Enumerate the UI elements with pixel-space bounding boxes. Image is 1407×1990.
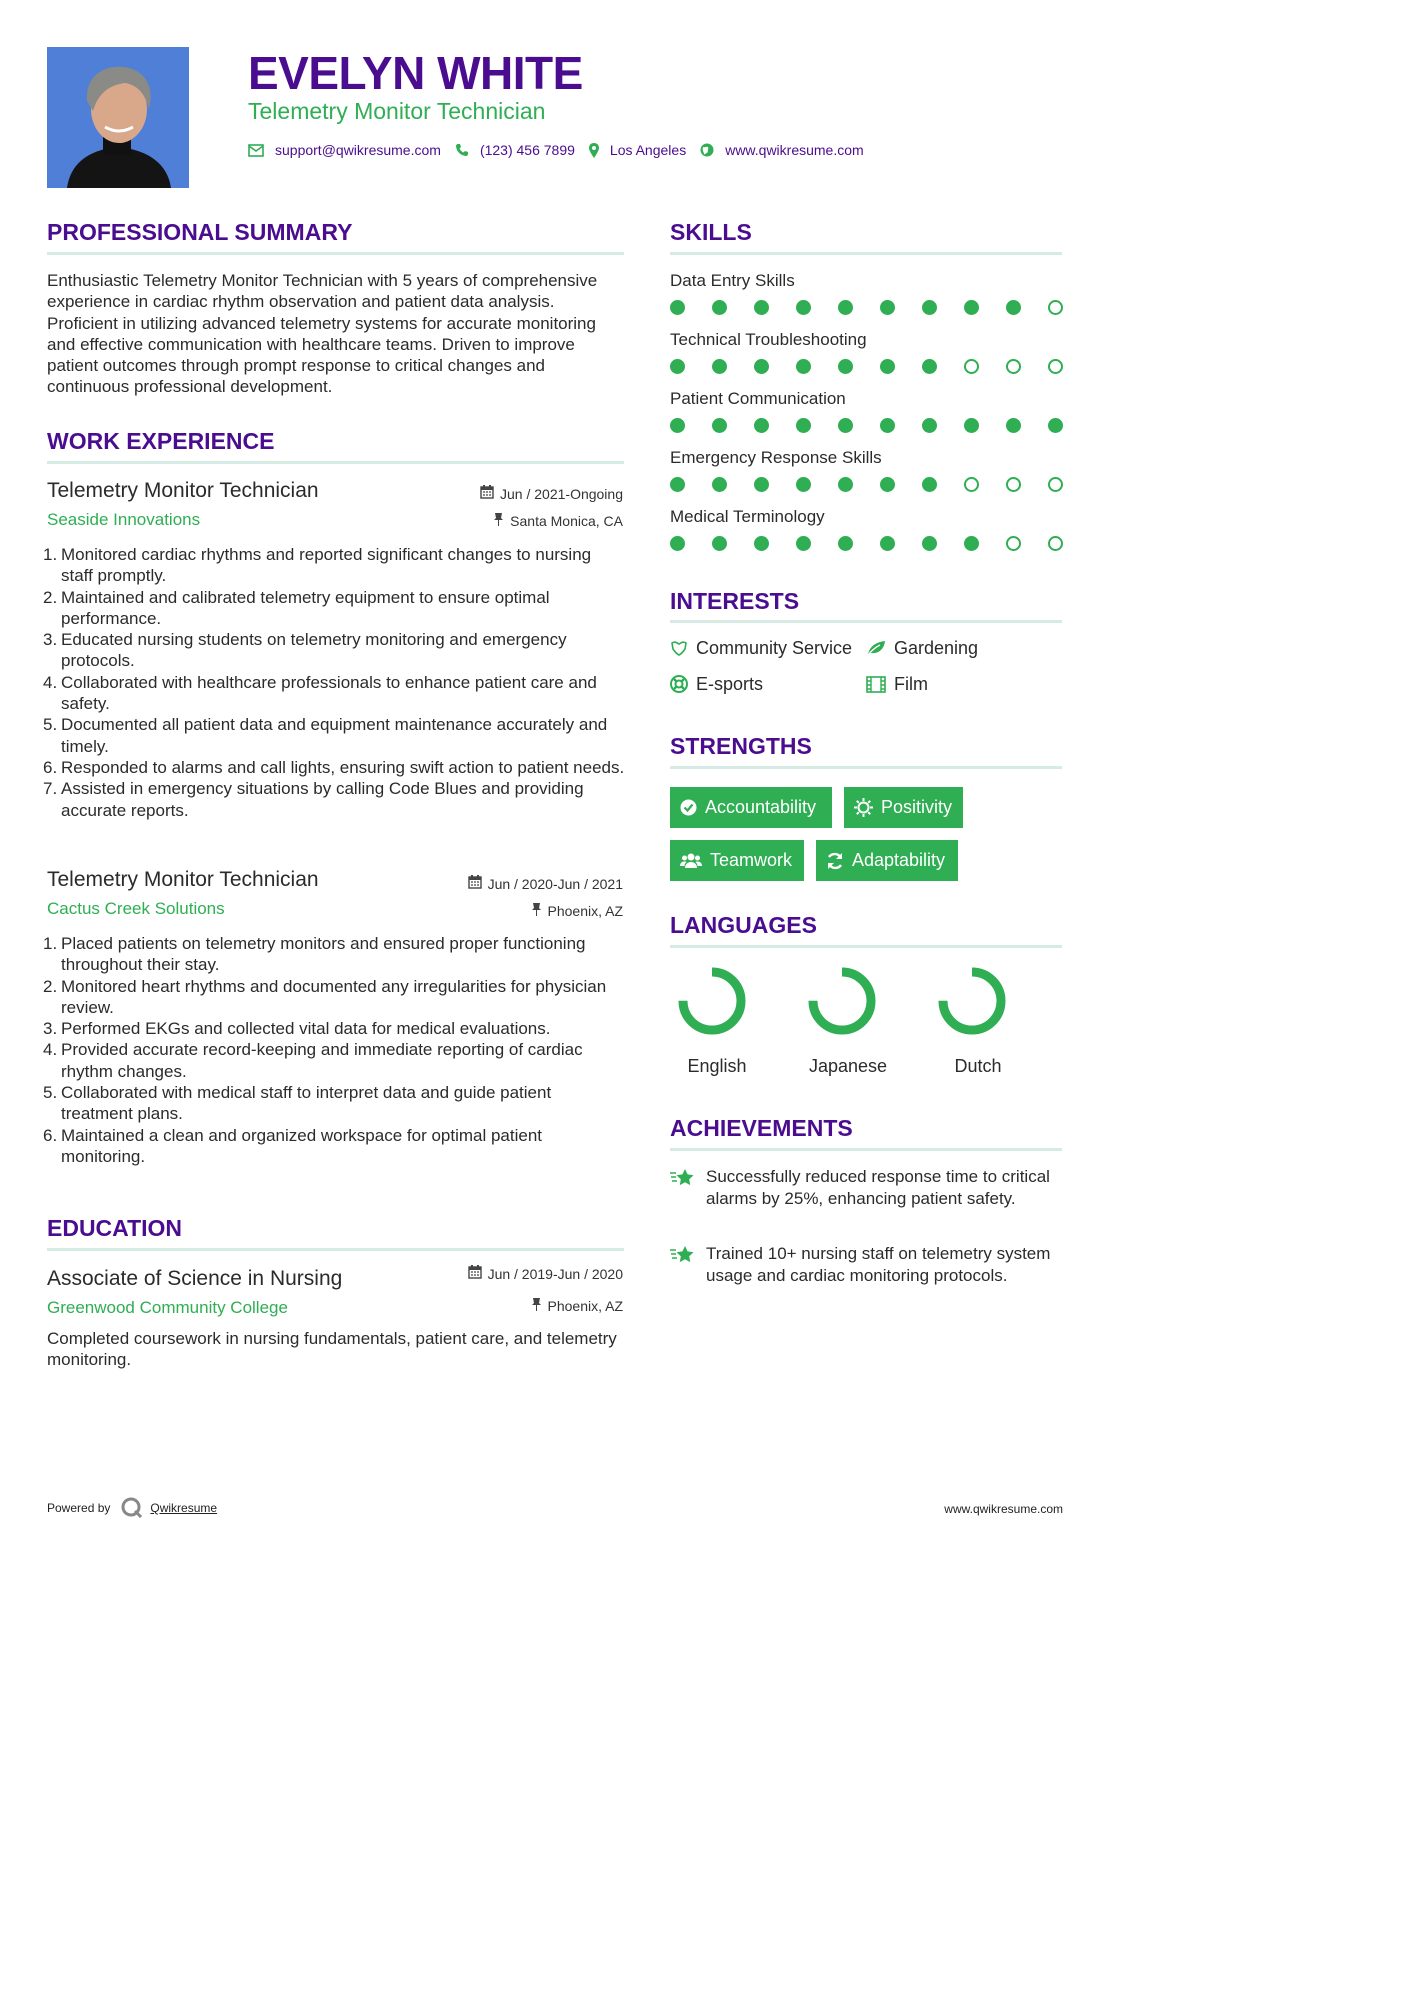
rating-dot-filled xyxy=(880,536,895,551)
job-title: Telemetry Monitor Technician xyxy=(47,479,319,502)
skill-rating xyxy=(670,536,1063,552)
lifebuoy-icon xyxy=(670,675,688,693)
rating-dot-empty xyxy=(1048,536,1063,551)
list-item: 1. Monitored cardiac rhythms and reported significant changes to nursing staff promptly. xyxy=(43,545,592,586)
rating-dot-empty xyxy=(1048,300,1063,315)
summary-text: Enthusiastic Telemetry Monitor Technician with 5 years of comprehensive experience in cardiac rhythm observation and patient data analysis. Proficient in utilizing advanced telemetry systems for accurate monitoring and effective communication with healthcare teams. Driven to improve patient outcomes through prompt response to critical changes and continuous professional development. xyxy=(47,271,598,397)
job-bullets xyxy=(43,544,625,821)
qwikresume-link[interactable]: Qwikresume xyxy=(150,1501,218,1515)
list-item: 5. Documented all patient data and equipment maintenance accurately and timely. xyxy=(43,715,608,756)
rating-dot-filled xyxy=(1006,300,1021,315)
achievements-heading: ACHIEVEMENTS xyxy=(670,1115,853,1141)
rating-dot-filled xyxy=(670,300,685,315)
website-text[interactable]: www.qwikresume.com xyxy=(725,142,864,158)
education-location xyxy=(531,1297,624,1315)
rating-dot-filled xyxy=(796,536,811,551)
education-heading: EDUCATION xyxy=(47,1215,183,1241)
rating-dot-filled xyxy=(964,300,979,315)
hands-icon xyxy=(670,640,688,656)
strength-badge xyxy=(670,840,804,881)
skill-label: Emergency Response Skills xyxy=(670,448,882,467)
job-bullets xyxy=(43,933,625,1167)
strength-label: Teamwork xyxy=(710,850,793,870)
footer-url[interactable]: www.qwikresume.com xyxy=(944,1502,1063,1516)
map-pin-icon xyxy=(589,143,599,158)
interest-label: E-sports xyxy=(696,674,764,694)
strengths-heading: STRENGTHS xyxy=(670,733,812,759)
email-text[interactable]: support@qwikresume.com xyxy=(275,142,441,158)
achievement-text: Trained 10+ nursing staff on telemetry system usage and cardiac monitoring protocols. xyxy=(706,1244,1051,1285)
section-divider xyxy=(47,1248,624,1251)
interest-item xyxy=(670,637,852,659)
section-divider xyxy=(670,945,1062,948)
rating-dot-filled xyxy=(1006,418,1021,433)
rating-dot-empty xyxy=(1006,477,1021,492)
envelope-icon xyxy=(248,144,264,157)
rating-dot-filled xyxy=(880,477,895,492)
rating-dot-filled xyxy=(922,359,937,374)
strength-label: Adaptability xyxy=(852,850,946,870)
experience-heading: WORK EXPERIENCE xyxy=(47,428,275,454)
rating-dot-filled xyxy=(922,536,937,551)
list-item: 3. Educated nursing students on telemetry monitoring and emergency protocols. xyxy=(43,630,567,671)
contact-website[interactable] xyxy=(700,142,863,158)
pin-icon xyxy=(531,1297,542,1315)
users-icon xyxy=(680,852,702,869)
pin-icon xyxy=(493,512,504,530)
rating-dot-filled xyxy=(754,536,769,551)
education-dates xyxy=(468,1265,623,1283)
profile-photo xyxy=(47,47,189,188)
rating-dot-filled xyxy=(964,536,979,551)
job-location xyxy=(493,512,623,530)
section-divider xyxy=(47,252,624,255)
leaf-icon xyxy=(866,640,886,656)
rating-dot-filled xyxy=(796,477,811,492)
achievement-text: Successfully reduced response time to critical alarms by 25%, enhancing patient safety. xyxy=(706,1167,1050,1208)
summary-heading: PROFESSIONAL SUMMARY xyxy=(47,219,353,245)
languages-heading: LANGUAGES xyxy=(670,912,817,938)
powered-by-text: Powered by xyxy=(47,1501,111,1515)
contact-row xyxy=(248,140,878,160)
skill-label: Data Entry Skills xyxy=(670,271,795,290)
candidate-title: Telemetry Monitor Technician xyxy=(248,98,546,124)
calendar-icon xyxy=(468,1265,482,1283)
rating-dot-filled xyxy=(838,359,853,374)
rating-dot-filled xyxy=(922,300,937,315)
rating-dot-empty xyxy=(1006,359,1021,374)
qwikresume-logo-icon xyxy=(120,1496,144,1520)
skill-label: Patient Communication xyxy=(670,389,846,408)
rating-dot-filled xyxy=(712,418,727,433)
location-text: Los Angeles xyxy=(609,142,687,158)
list-item: 2. Maintained and calibrated telemetry equipment to ensure optimal performance. xyxy=(43,587,550,628)
school-name: Greenwood Community College xyxy=(47,1298,288,1317)
phone-icon xyxy=(455,143,469,157)
star-icon xyxy=(670,1166,706,1210)
rating-dot-filled xyxy=(754,300,769,315)
interest-item xyxy=(866,637,978,659)
rating-dot-filled xyxy=(838,418,853,433)
rating-dot-filled xyxy=(964,418,979,433)
rating-dot-filled xyxy=(922,477,937,492)
language-level-arc xyxy=(943,972,1001,1030)
strength-badge xyxy=(670,787,832,828)
list-item: 7. Assisted in emergency situations by calling Code Blues and providing accurate reports. xyxy=(43,779,584,820)
achievement-item xyxy=(670,1166,1060,1210)
star-icon xyxy=(670,1243,706,1287)
language-level-arc xyxy=(683,972,741,1030)
rating-dot-empty xyxy=(964,359,979,374)
rating-dot-filled xyxy=(880,418,895,433)
skill-rating xyxy=(670,477,1063,493)
section-divider xyxy=(670,620,1062,623)
job-location-text: Phoenix, AZ xyxy=(547,903,623,919)
section-divider xyxy=(670,766,1062,769)
rating-dot-filled xyxy=(754,477,769,492)
strength-label: Positivity xyxy=(881,797,953,817)
rating-dot-filled xyxy=(712,477,727,492)
candidate-name: EVELYN WHITE xyxy=(248,47,583,99)
rating-dot-filled xyxy=(838,536,853,551)
section-divider xyxy=(670,252,1062,255)
job-dates xyxy=(468,875,623,893)
list-item: 4. Provided accurate record-keeping and immediate reporting of cardiac rhythm changes. xyxy=(43,1040,583,1081)
rating-dot-empty xyxy=(1048,359,1063,374)
language-label: English xyxy=(687,1056,747,1076)
education-dates-text: Jun / 2019-Jun / 2020 xyxy=(487,1266,623,1282)
rating-dot-empty xyxy=(1048,477,1063,492)
skill-label: Medical Terminology xyxy=(670,507,825,526)
rating-dot-empty xyxy=(1006,536,1021,551)
job-dates-text: Jun / 2021-Ongoing xyxy=(500,486,623,502)
job-dates-text: Jun / 2020-Jun / 2021 xyxy=(487,876,623,892)
education-location-text: Phoenix, AZ xyxy=(547,1298,623,1314)
section-divider xyxy=(47,461,624,464)
refresh-icon xyxy=(826,852,844,870)
rating-dot-filled xyxy=(754,418,769,433)
calendar-icon xyxy=(468,875,482,893)
section-divider xyxy=(670,1148,1062,1151)
language-gauge xyxy=(806,965,878,1042)
rating-dot-empty xyxy=(964,477,979,492)
calendar-icon xyxy=(480,485,494,503)
achievement-item xyxy=(670,1243,1060,1287)
strength-label: Accountability xyxy=(705,797,817,817)
job-location-text: Santa Monica, CA xyxy=(510,513,623,529)
education-description: Completed coursework in nursing fundamentals, patient care, and telemetry monitoring. xyxy=(47,1329,617,1370)
rating-dot-filled xyxy=(712,536,727,551)
skill-rating xyxy=(670,300,1063,316)
interests-heading: INTERESTS xyxy=(670,588,800,614)
phone-text[interactable]: (123) 456 7899 xyxy=(479,142,575,158)
degree-title: Associate of Science in Nursing xyxy=(47,1267,343,1290)
interest-item xyxy=(670,673,763,695)
contact-location xyxy=(589,142,686,158)
rating-dot-filled xyxy=(796,418,811,433)
interest-label: Film xyxy=(894,674,928,694)
list-item: 6. Responded to alarms and call lights, ensuring swift action to patient needs. xyxy=(43,757,625,777)
contact-phone[interactable] xyxy=(455,142,575,158)
rating-dot-filled xyxy=(670,477,685,492)
strength-badge xyxy=(844,787,963,828)
language-gauge xyxy=(936,965,1008,1042)
rating-dot-filled xyxy=(796,300,811,315)
interest-item xyxy=(866,673,928,695)
skills-heading: SKILLS xyxy=(670,219,752,245)
language-label: Dutch xyxy=(954,1056,1002,1076)
pin-icon xyxy=(531,902,542,920)
rating-dot-filled xyxy=(670,359,685,374)
interest-label: Community Service xyxy=(696,638,853,658)
rating-dot-filled xyxy=(1048,418,1063,433)
sun-icon xyxy=(854,798,873,817)
strength-badge xyxy=(816,840,958,881)
language-label: Japanese xyxy=(808,1056,888,1076)
rating-dot-filled xyxy=(712,300,727,315)
language-level-arc xyxy=(813,972,871,1030)
list-item: 2. Monitored heart rhythms and documented any irregularities for physician review. xyxy=(43,976,607,1017)
rating-dot-filled xyxy=(922,418,937,433)
interest-label: Gardening xyxy=(894,638,979,658)
film-icon xyxy=(866,676,886,693)
job-title: Telemetry Monitor Technician xyxy=(47,868,319,891)
check-circle-icon xyxy=(680,799,697,816)
list-item: 4. Collaborated with healthcare professionals to enhance patient care and safety. xyxy=(43,672,597,714)
job-company: Seaside Innovations xyxy=(47,510,201,529)
list-item: 3. Performed EKGs and collected vital data for medical evaluations. xyxy=(43,1019,551,1039)
rating-dot-filled xyxy=(754,359,769,374)
rating-dot-filled xyxy=(796,359,811,374)
skill-label: Technical Troubleshooting xyxy=(670,330,867,349)
job-dates xyxy=(480,485,623,503)
language-gauge xyxy=(676,965,748,1042)
rating-dot-filled xyxy=(670,418,685,433)
contact-email[interactable] xyxy=(248,142,441,158)
rating-dot-filled xyxy=(838,300,853,315)
rating-dot-filled xyxy=(712,359,727,374)
skill-rating xyxy=(670,359,1063,375)
footer-powered-by xyxy=(47,1496,217,1520)
list-item: 5. Collaborated with medical staff to interpret data and guide patient treatment plans. xyxy=(43,1083,552,1124)
globe-icon xyxy=(700,143,714,157)
rating-dot-filled xyxy=(880,300,895,315)
skill-rating xyxy=(670,418,1063,434)
job-company: Cactus Creek Solutions xyxy=(47,899,225,918)
list-item: 1. Placed patients on telemetry monitors and ensured proper functioning throughout their stay. xyxy=(43,934,586,975)
rating-dot-filled xyxy=(838,477,853,492)
rating-dot-filled xyxy=(880,359,895,374)
rating-dot-filled xyxy=(670,536,685,551)
job-location xyxy=(531,902,624,920)
list-item: 6. Maintained a clean and organized workspace for optimal patient monitoring. xyxy=(43,1125,543,1166)
